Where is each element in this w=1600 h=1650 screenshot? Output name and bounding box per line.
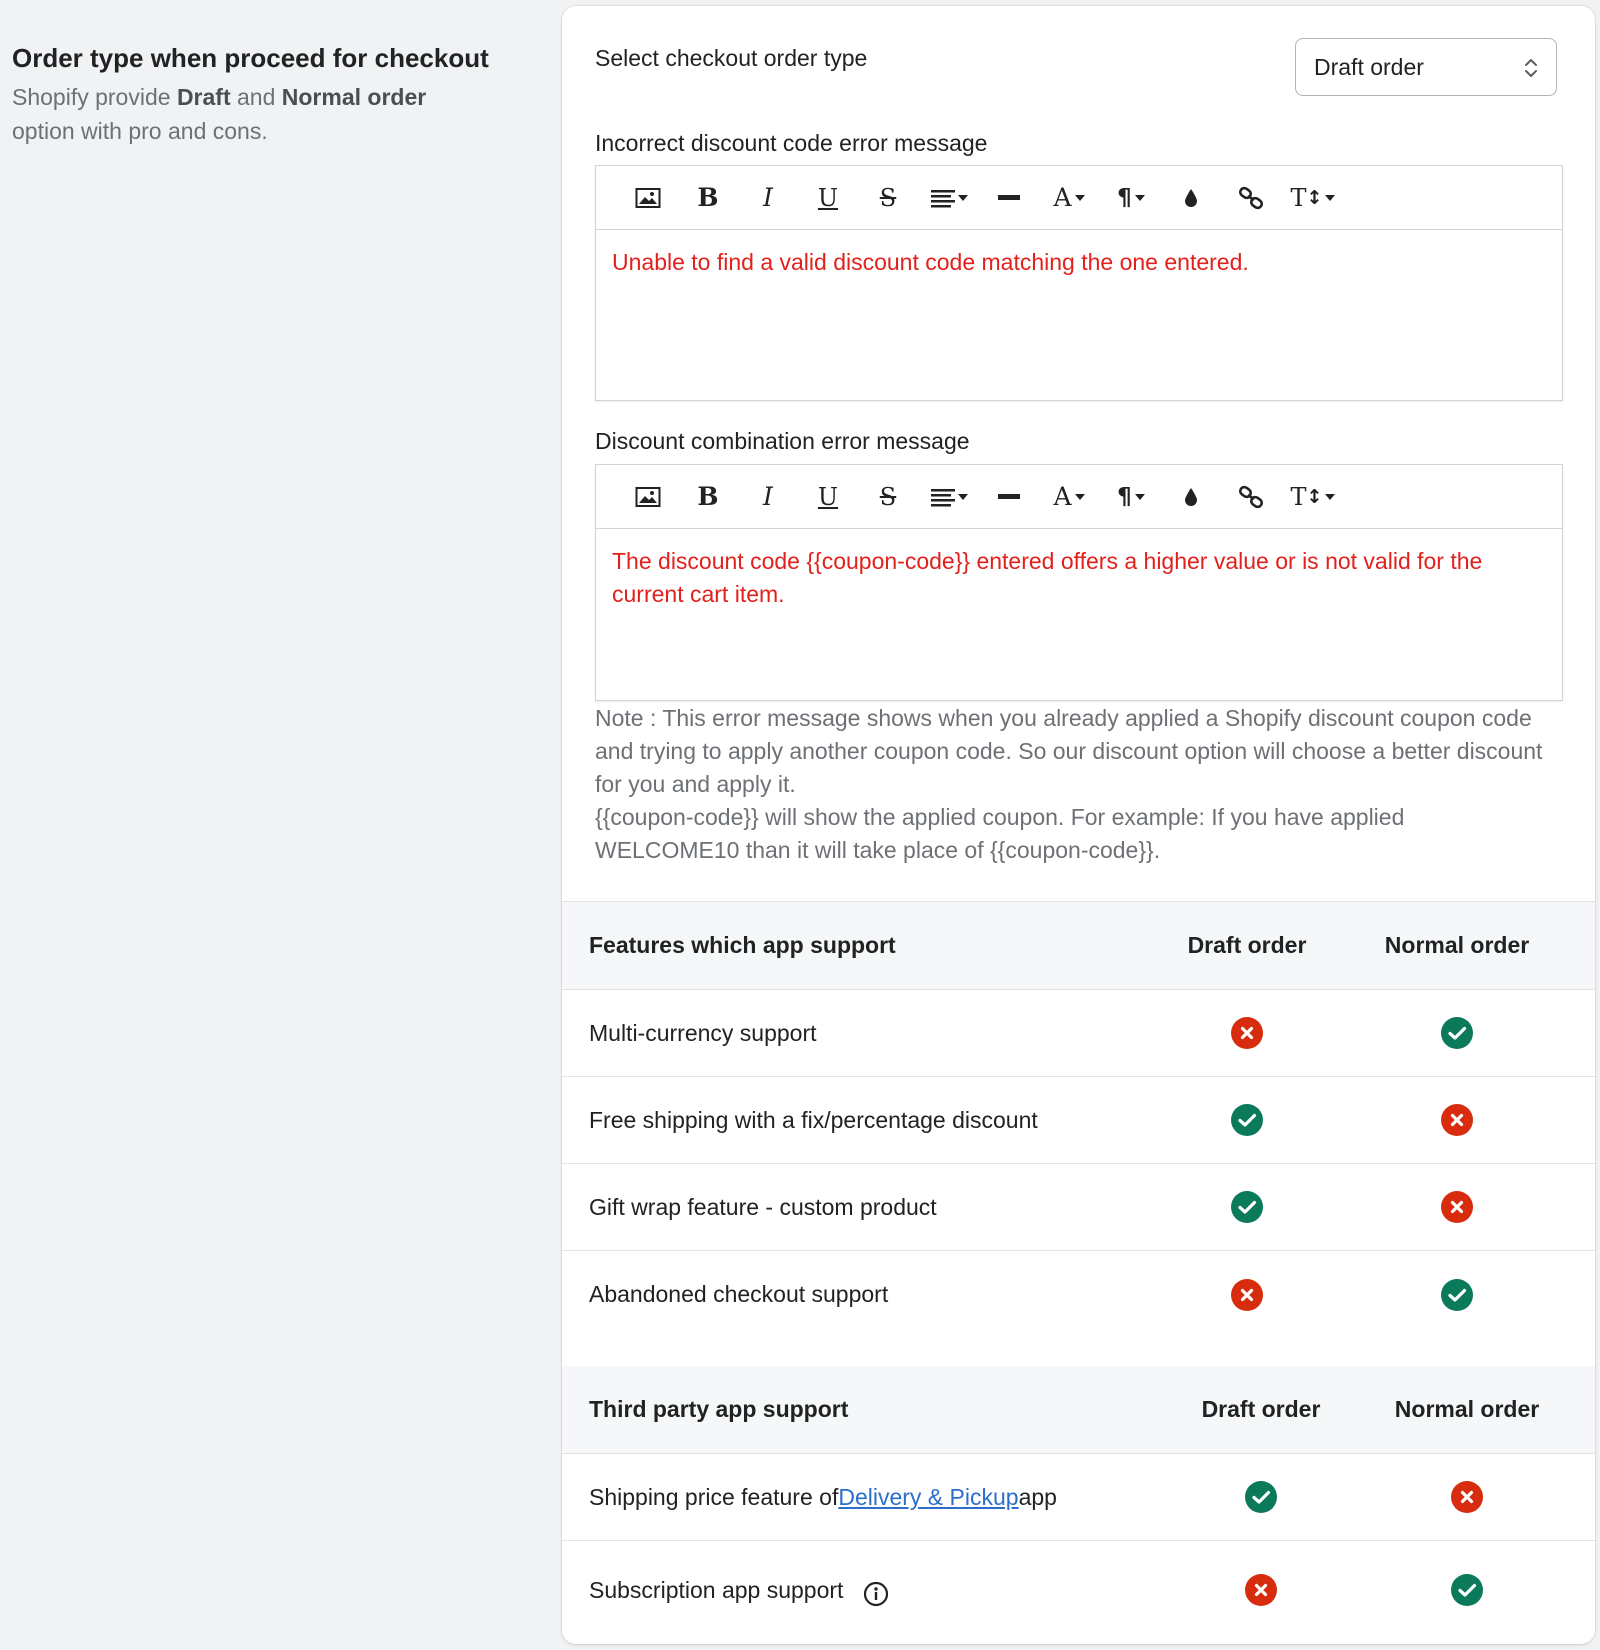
image-icon[interactable] xyxy=(618,178,678,218)
feature-text: Free shipping with a fix/percentage discount xyxy=(589,1106,1038,1133)
cross-icon xyxy=(1440,1190,1474,1224)
incorrect-discount-editor xyxy=(595,165,1563,401)
section-description xyxy=(12,80,492,148)
normal-status xyxy=(1362,990,1552,1076)
check-icon xyxy=(1230,1190,1264,1224)
settings-section-description xyxy=(12,38,492,148)
header-normal: Normal order xyxy=(1384,932,1530,958)
settings-card xyxy=(562,6,1595,1644)
normal-status xyxy=(1372,1454,1562,1540)
select-chevron-icon xyxy=(1522,55,1540,81)
note-text xyxy=(595,702,1555,867)
horizontal-rule-icon[interactable] xyxy=(980,477,1038,517)
feature-text: Shipping price feature of xyxy=(589,1483,839,1510)
table-row xyxy=(562,1077,1595,1164)
link-icon[interactable] xyxy=(1220,477,1282,517)
checkout-order-type-label: Select checkout order type xyxy=(595,45,868,71)
bold-icon[interactable]: B xyxy=(697,183,719,212)
italic-icon[interactable]: I xyxy=(763,482,773,511)
table-row xyxy=(562,990,1595,1077)
desc-text: option with pro and cons. xyxy=(12,118,268,144)
combination-error-editor xyxy=(595,464,1563,701)
combination-error-label: Discount combination error message xyxy=(595,428,970,454)
cross-icon xyxy=(1450,1480,1484,1514)
draft-status xyxy=(1162,1251,1332,1338)
strikethrough-icon[interactable]: S xyxy=(879,482,897,511)
feature-cell xyxy=(589,1454,1057,1540)
cross-icon xyxy=(1230,1016,1264,1050)
incorrect-discount-label: Incorrect discount code error message xyxy=(595,130,988,156)
checkout-order-type-select[interactable] xyxy=(1295,38,1557,96)
cross-icon xyxy=(1440,1103,1474,1137)
feature-cell xyxy=(589,990,817,1076)
desc-text: and xyxy=(230,84,282,110)
third-party-table xyxy=(562,1366,1595,1639)
check-icon xyxy=(1244,1480,1278,1514)
draft-status xyxy=(1162,1164,1332,1250)
paragraph-icon[interactable]: ¶ xyxy=(1100,178,1162,218)
cross-icon xyxy=(1230,1278,1264,1312)
font-color-icon[interactable]: A xyxy=(1038,178,1100,218)
feature-text: app xyxy=(1018,1483,1057,1510)
editor-toolbar xyxy=(596,166,1562,230)
header-normal: Normal order xyxy=(1394,1396,1540,1422)
incorrect-discount-textarea[interactable]: Unable to find a valid discount code matching the one entered. xyxy=(612,249,1249,275)
table-header xyxy=(562,901,1595,990)
info-icon[interactable] xyxy=(863,1581,889,1607)
desc-text: Shopify provide xyxy=(12,84,177,110)
ink-drop-icon[interactable] xyxy=(1162,178,1220,218)
cross-icon xyxy=(1244,1573,1278,1607)
header-feature: Third party app support xyxy=(589,1396,849,1422)
check-icon xyxy=(1440,1016,1474,1050)
bold-icon[interactable]: B xyxy=(697,482,719,511)
desc-bold-normal: Normal order xyxy=(281,84,427,110)
normal-status xyxy=(1362,1164,1552,1250)
normal-status xyxy=(1372,1541,1562,1639)
table-row xyxy=(562,1251,1595,1338)
note-line: Note : This error message shows when you already applied a Shopify discount coupon code and trying to apply another coupon code. So our discount option will choose a better discount for you and apply it. xyxy=(595,705,1543,797)
link-icon[interactable] xyxy=(1220,178,1282,218)
check-icon xyxy=(1230,1103,1264,1137)
align-icon[interactable] xyxy=(918,477,980,517)
table-header xyxy=(562,1366,1595,1454)
draft-status xyxy=(1174,1454,1348,1540)
draft-status xyxy=(1162,1077,1332,1163)
text-size-icon[interactable]: T ↕ xyxy=(1282,477,1344,517)
editor-toolbar xyxy=(596,465,1562,529)
feature-cell xyxy=(589,1164,937,1250)
table-row xyxy=(562,1454,1595,1541)
text-size-icon[interactable]: T ↕ xyxy=(1282,178,1344,218)
check-icon xyxy=(1440,1278,1474,1312)
feature-cell xyxy=(589,1077,1038,1163)
combination-error-textarea[interactable]: The discount code {{coupon-code}} entered offers a higher value or is not valid for the current cart item. xyxy=(612,548,1483,607)
header-feature: Features which app support xyxy=(589,932,896,958)
draft-status xyxy=(1174,1541,1348,1639)
delivery-pickup-link[interactable]: Delivery & Pickup xyxy=(838,1483,1019,1510)
table-row xyxy=(562,1164,1595,1251)
feature-cell xyxy=(589,1251,888,1338)
section-title: Order type when proceed for checkout xyxy=(12,43,489,73)
features-table xyxy=(562,901,1595,1338)
image-icon[interactable] xyxy=(618,477,678,517)
check-icon xyxy=(1450,1573,1484,1607)
ink-drop-icon[interactable] xyxy=(1162,477,1220,517)
align-icon[interactable] xyxy=(918,178,980,218)
strikethrough-icon[interactable]: S xyxy=(879,183,897,212)
feature-text: Multi-currency support xyxy=(589,1019,817,1046)
italic-icon[interactable]: I xyxy=(763,183,773,212)
feature-text: Gift wrap feature - custom product xyxy=(589,1193,937,1220)
header-draft: Draft order xyxy=(1187,932,1307,958)
header-draft: Draft order xyxy=(1201,1396,1321,1422)
select-value: Draft order xyxy=(1314,53,1424,80)
horizontal-rule-icon[interactable] xyxy=(980,178,1038,218)
table-row xyxy=(562,1541,1595,1639)
font-color-icon[interactable]: A xyxy=(1038,477,1100,517)
paragraph-icon[interactable]: ¶ xyxy=(1100,477,1162,517)
draft-status xyxy=(1162,990,1332,1076)
feature-cell xyxy=(589,1541,889,1639)
normal-status xyxy=(1362,1251,1552,1338)
underline-icon[interactable]: U xyxy=(817,482,839,511)
feature-text: Subscription app support xyxy=(589,1576,844,1603)
normal-status xyxy=(1362,1077,1552,1163)
underline-icon[interactable]: U xyxy=(817,183,839,212)
feature-text: Abandoned checkout support xyxy=(589,1281,889,1307)
desc-bold-draft: Draft xyxy=(176,84,231,110)
note-line: {{coupon-code}} will show the applied coupon. For example: If you have applied WELCOME10 than it will take place of {{coupon-code}}. xyxy=(595,804,1405,863)
